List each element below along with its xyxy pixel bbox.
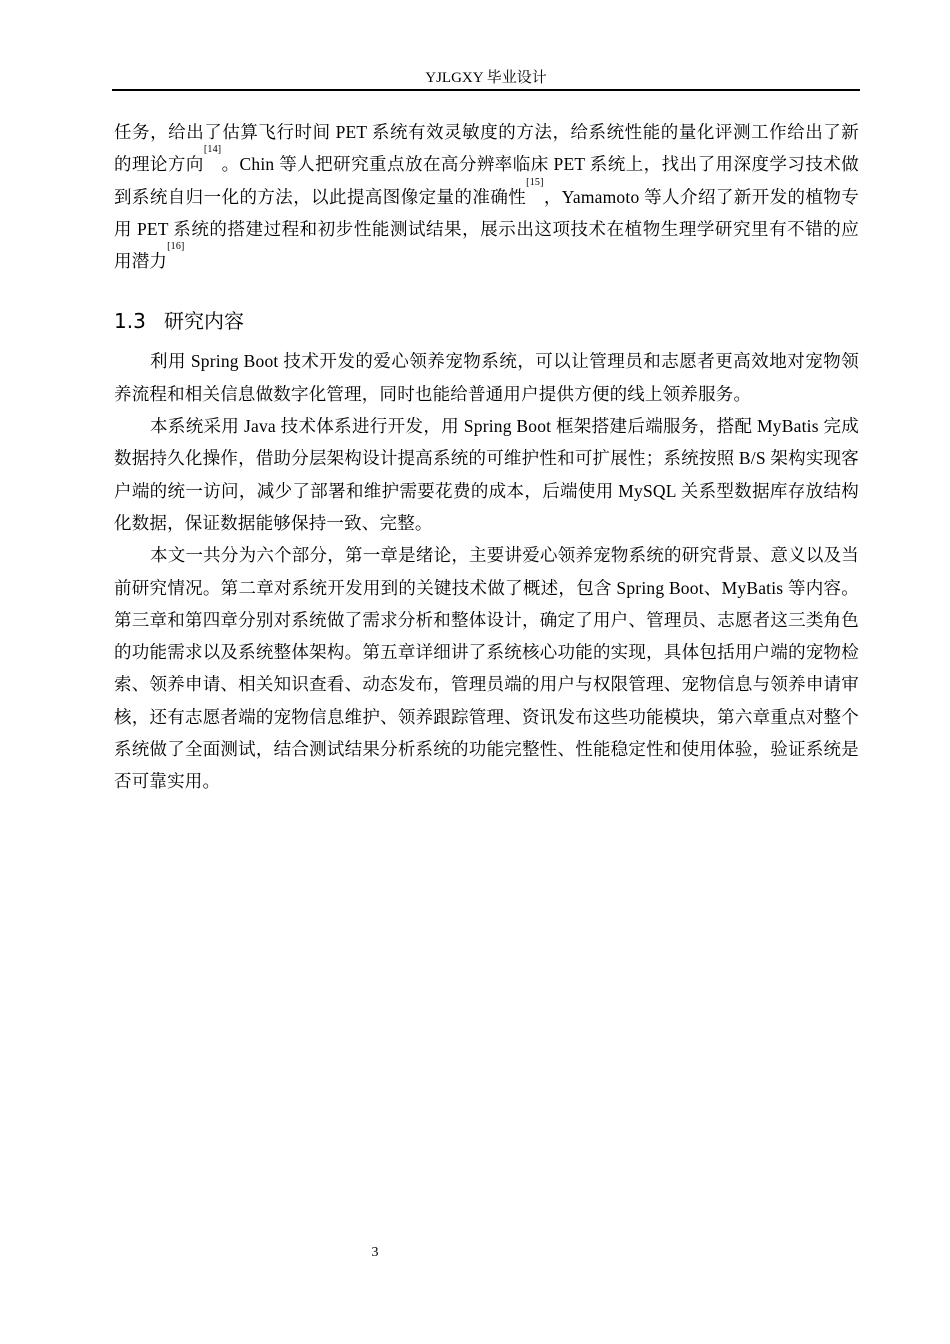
section-number: 1.3 (114, 309, 146, 334)
intro-paragraph (114, 116, 859, 277)
section-heading (114, 307, 859, 335)
body-paragraph: 本文一共分为六个部分，第一章是绪论，主要讲爱心领养宠物系统的研究背景、意义以及当前研究情况。第二章对系统开发用到的关键技术做了概述，包含 Spring Boot、MyBatis 等内容。第三章和第四章分别对系统做了需求分析和整体设计，确定了用户、管理员、志愿者这三类角色的功能需求以及系统整体架构。第五章详细讲了系统核心功能的实现，具体包括用户端的宠物检索、领养申请、相关知识查看、动态发布，管理员端的用户与权限管理、宠物信息与领养申请审核，还有志愿者端的宠物信息维护、领养跟踪管理、资讯发布这些功能模块，第六章重点对整个系统做了全面测试，结合测试结果分析系统的功能完整性、性能稳定性和使用体验，验证系统是否可靠实用。 (114, 545, 859, 792)
section-title: 研究内容 (164, 309, 244, 334)
body-paragraph: 本系统采用 Java 技术体系进行开发，用 Spring Boot 框架搭建后端服务，搭配 MyBatis 完成数据持久化操作，借助分层架构设计提高系统的可维护性和可扩展性；系统按照 B/S 架构实现客户端的统一访问，减少了部署和维护需要花费的成本，后端使用 MySQL 关系型数据库存放结构化数据，保证数据能够保持一致、完整。 (114, 416, 859, 533)
citation-14: [14] (203, 144, 222, 156)
page-header: YJLGXY 毕业设计 (425, 70, 547, 86)
body-paragraph: 利用 Spring Boot 技术开发的爱心领养宠物系统，可以让管理员和志愿者更高效地对宠物领养流程和相关信息做数字化管理，同时也能给普通用户提供方便的线上领养服务。 (114, 351, 859, 404)
intro-text: ，Yamamoto 等人介绍了新开发的植物专用 PET 系统的搭建过程和初步性能测试结果，展示出这项技术在植物生理学研究里有不错的应用潜力 (114, 186, 860, 272)
citation-16: [16] (167, 241, 185, 253)
intro-text: 。Chin 等人把研究重点放在高分辨率临床 PET 系统上，找出了用深度学习技术做到系统自归一化的方法，以此提高图像定量的准确性 (114, 154, 860, 207)
citation-15: [15] (526, 176, 544, 188)
page-number: 3 (371, 1245, 379, 1260)
header-rule (112, 89, 860, 91)
intro-text: 任务，给出了估算飞行时间 PET 系统有效灵敏度的方法，给系统性能的量化评测工作给出了新的理论方向 (114, 122, 859, 175)
page-body (114, 116, 859, 798)
